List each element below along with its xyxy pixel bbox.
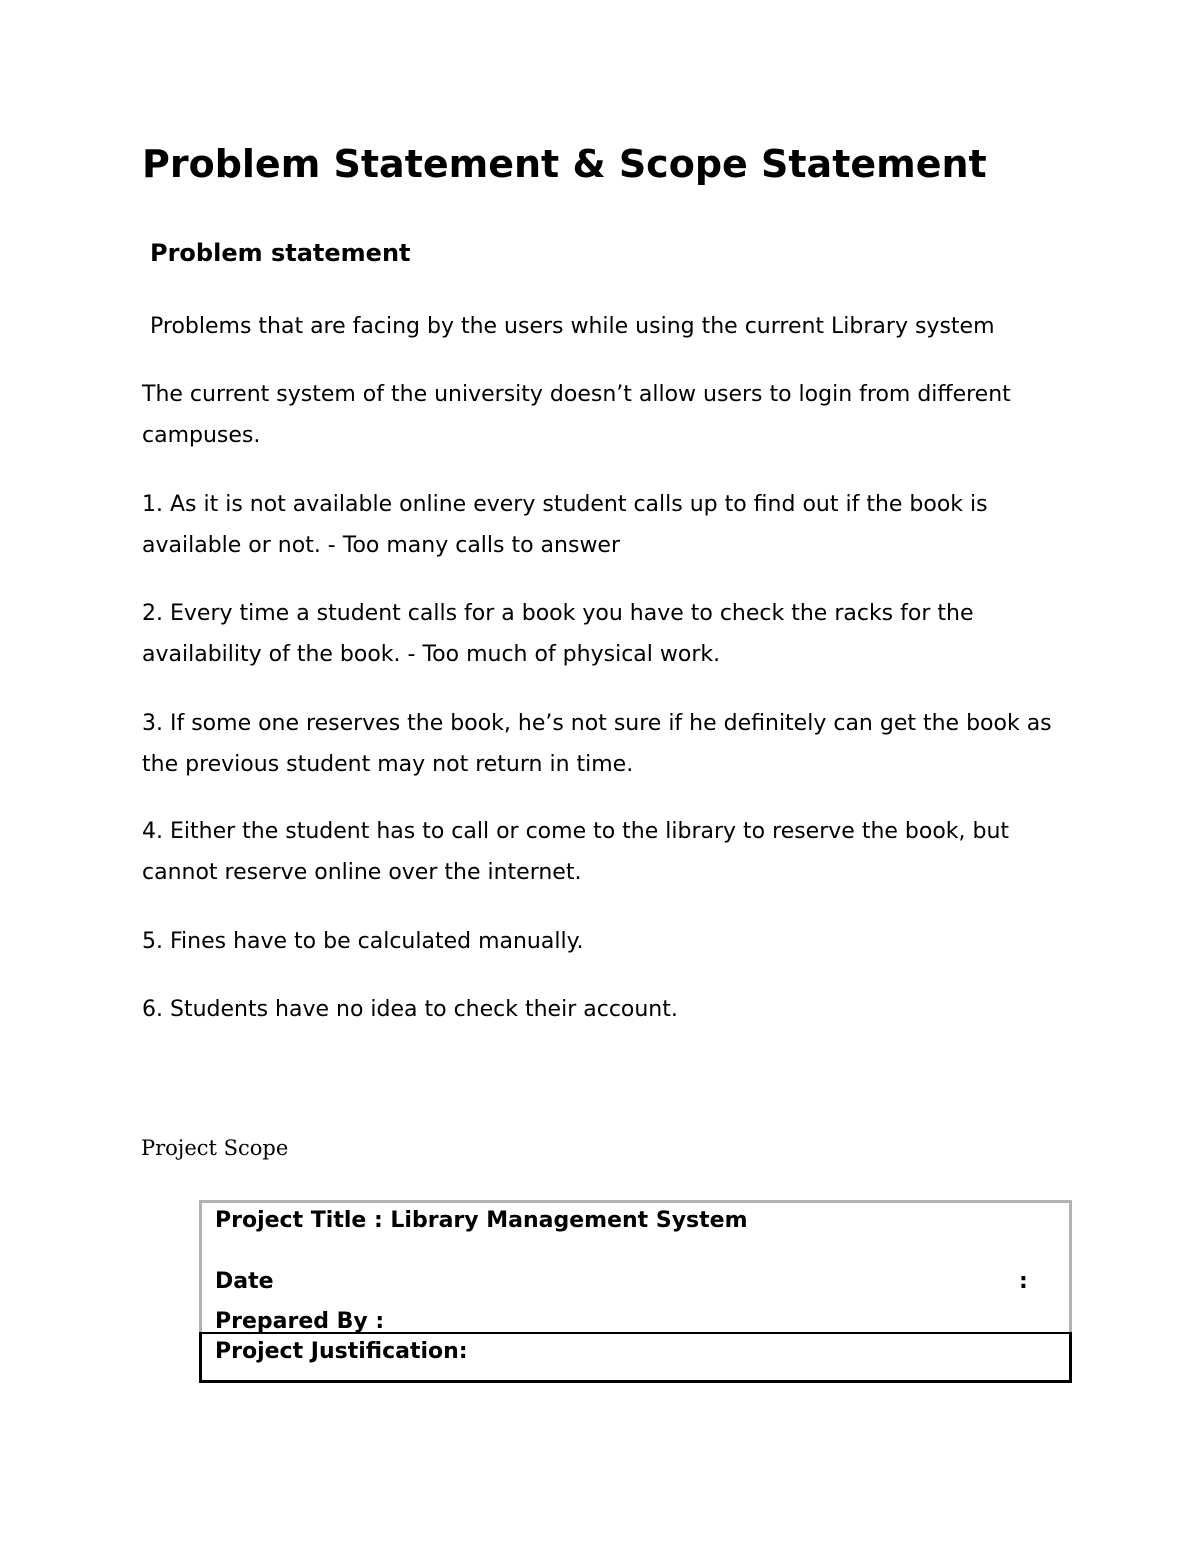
date-colon: : [1019,1269,1028,1294]
scope-table-justification-cell [199,1332,1072,1383]
current-system-paragraph: The current system of the university doesn’t allow users to login from different campuses. [142,382,1011,448]
project-title-field: Project Title : Library Management System [215,1208,748,1233]
scope-table-info-cell [199,1200,1072,1334]
problem-item-4: 4. Either the student has to call or come to the library to reserve the book, but cannot reserve online over the internet. [142,819,1010,885]
date-label: Date [215,1269,274,1294]
project-scope-heading: Project Scope [141,1136,289,1160]
problem-statement-heading: Problem statement [150,239,411,267]
problem-item-2: 2. Every time a student calls for a book you have to check the racks for the availability of the book. - Too much of physical work. [142,601,974,667]
document-title: Problem Statement & Scope Statement [142,142,987,186]
problem-item-3: 3. If some one reserves the book, he’s not sure if he definitely can get the book as the previous student may not return in time. [142,711,1052,777]
project-justification-field: Project Justification: [215,1339,468,1364]
problem-item-5: 5. Fines have to be calculated manually. [142,929,584,954]
intro-paragraph: Problems that are facing by the users while using the current Library system [150,314,995,339]
problem-item-1: 1. As it is not available online every student calls up to find out if the book is available or not. - Too many calls to answer [142,492,988,558]
project-scope-table [199,1200,1072,1383]
prepared-by-field: Prepared By : [215,1309,385,1334]
problem-item-6: 6. Students have no idea to check their account. [142,997,678,1022]
